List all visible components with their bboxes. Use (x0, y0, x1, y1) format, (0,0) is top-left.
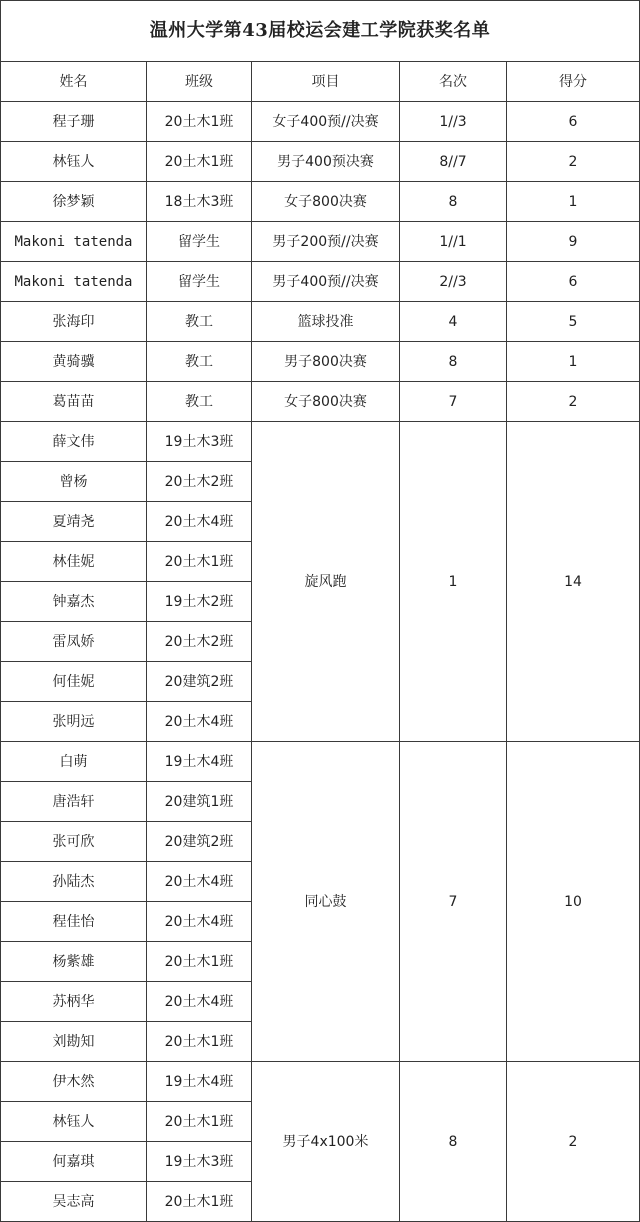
header-name: 姓名 (1, 62, 147, 102)
score-cell: 1 (507, 342, 640, 382)
header-rank: 名次 (400, 62, 507, 102)
class-cell: 20建筑1班 (147, 782, 252, 822)
name-cell: 徐梦颖 (1, 182, 147, 222)
title-row (1, 1, 640, 62)
table-row (1, 1062, 640, 1102)
rank-cell: 7 (400, 382, 507, 422)
table-row (1, 742, 640, 782)
class-cell: 19土木4班 (147, 1062, 252, 1102)
name-cell: 伊木然 (1, 1062, 147, 1102)
score-cell: 2 (507, 382, 640, 422)
rank-cell: 1//3 (400, 102, 507, 142)
class-cell: 20土木4班 (147, 902, 252, 942)
rank-cell: 8 (400, 342, 507, 382)
team-rank-cell: 1 (400, 422, 507, 742)
class-cell: 20建筑2班 (147, 662, 252, 702)
name-cell: 雷凤娇 (1, 622, 147, 662)
rank-cell: 8 (400, 182, 507, 222)
header-class: 班级 (147, 62, 252, 102)
team-event-cell: 同心鼓 (252, 742, 400, 1062)
name-cell: 何嘉琪 (1, 1142, 147, 1182)
class-cell: 留学生 (147, 262, 252, 302)
rank-cell: 2//3 (400, 262, 507, 302)
name-cell: Makoni tatenda (1, 222, 147, 262)
class-cell: 19土木3班 (147, 422, 252, 462)
team-rank-cell: 8 (400, 1062, 507, 1222)
class-cell: 19土木4班 (147, 742, 252, 782)
score-cell: 6 (507, 102, 640, 142)
name-cell: 张海印 (1, 302, 147, 342)
event-cell: 女子400预//决赛 (252, 102, 400, 142)
name-cell: 张可欣 (1, 822, 147, 862)
score-cell: 5 (507, 302, 640, 342)
event-cell: 男子200预//决赛 (252, 222, 400, 262)
table-row (1, 102, 640, 142)
event-cell: 女子800决赛 (252, 382, 400, 422)
name-cell: 程子珊 (1, 102, 147, 142)
class-cell: 20土木1班 (147, 1022, 252, 1062)
name-cell: 白萌 (1, 742, 147, 782)
name-cell: 程佳怡 (1, 902, 147, 942)
event-cell: 篮球投准 (252, 302, 400, 342)
class-cell: 教工 (147, 382, 252, 422)
event-cell: 男子400预//决赛 (252, 262, 400, 302)
header-event: 项目 (252, 62, 400, 102)
name-cell: 夏靖尧 (1, 502, 147, 542)
name-cell: 曾杨 (1, 462, 147, 502)
class-cell: 教工 (147, 342, 252, 382)
score-cell: 1 (507, 182, 640, 222)
name-cell: 杨紫雄 (1, 942, 147, 982)
team-rank-cell: 7 (400, 742, 507, 1062)
header-row (1, 62, 640, 102)
class-cell: 20土木1班 (147, 942, 252, 982)
page-title: 温州大学第43届校运会建工学院获奖名单 (1, 1, 640, 62)
name-cell: 吴志高 (1, 1182, 147, 1222)
name-cell: 钟嘉杰 (1, 582, 147, 622)
name-cell: 葛苗苗 (1, 382, 147, 422)
table-row (1, 422, 640, 462)
name-cell: 林佳妮 (1, 542, 147, 582)
team-score-cell: 10 (507, 742, 640, 1062)
name-cell: 孙陆杰 (1, 862, 147, 902)
name-cell: 薛文伟 (1, 422, 147, 462)
name-cell: 唐浩轩 (1, 782, 147, 822)
name-cell: 黄骑骥 (1, 342, 147, 382)
class-cell: 18土木3班 (147, 182, 252, 222)
class-cell: 20土木4班 (147, 862, 252, 902)
name-cell: 刘勘知 (1, 1022, 147, 1062)
table-row (1, 262, 640, 302)
rank-cell: 8//7 (400, 142, 507, 182)
name-cell: 张明远 (1, 702, 147, 742)
table-row (1, 342, 640, 382)
class-cell: 20土木4班 (147, 982, 252, 1022)
score-cell: 9 (507, 222, 640, 262)
class-cell: 留学生 (147, 222, 252, 262)
team-score-cell: 14 (507, 422, 640, 742)
class-cell: 20土木1班 (147, 102, 252, 142)
table-row (1, 142, 640, 182)
table-body (1, 1, 640, 1222)
class-cell: 19土木2班 (147, 582, 252, 622)
name-cell: 林钰人 (1, 1102, 147, 1142)
class-cell: 20土木1班 (147, 1182, 252, 1222)
class-cell: 20土木1班 (147, 542, 252, 582)
class-cell: 20土木2班 (147, 622, 252, 662)
table-row (1, 382, 640, 422)
class-cell: 20土木1班 (147, 1102, 252, 1142)
event-cell: 男子400预决赛 (252, 142, 400, 182)
class-cell: 20土木4班 (147, 702, 252, 742)
class-cell: 19土木3班 (147, 1142, 252, 1182)
class-cell: 20土木4班 (147, 502, 252, 542)
table-row (1, 302, 640, 342)
event-cell: 女子800决赛 (252, 182, 400, 222)
event-cell: 男子800决赛 (252, 342, 400, 382)
team-score-cell: 2 (507, 1062, 640, 1222)
name-cell: 何佳妮 (1, 662, 147, 702)
name-cell: 林钰人 (1, 142, 147, 182)
rank-cell: 1//1 (400, 222, 507, 262)
class-cell: 20土木2班 (147, 462, 252, 502)
score-cell: 6 (507, 262, 640, 302)
name-cell: 苏柄华 (1, 982, 147, 1022)
score-cell: 2 (507, 142, 640, 182)
team-event-cell: 旋风跑 (252, 422, 400, 742)
name-cell: Makoni tatenda (1, 262, 147, 302)
header-score: 得分 (507, 62, 640, 102)
team-event-cell: 男子4x100米 (252, 1062, 400, 1222)
class-cell: 20土木1班 (147, 142, 252, 182)
table-row (1, 222, 640, 262)
class-cell: 20建筑2班 (147, 822, 252, 862)
rank-cell: 4 (400, 302, 507, 342)
table-row (1, 182, 640, 222)
class-cell: 教工 (147, 302, 252, 342)
